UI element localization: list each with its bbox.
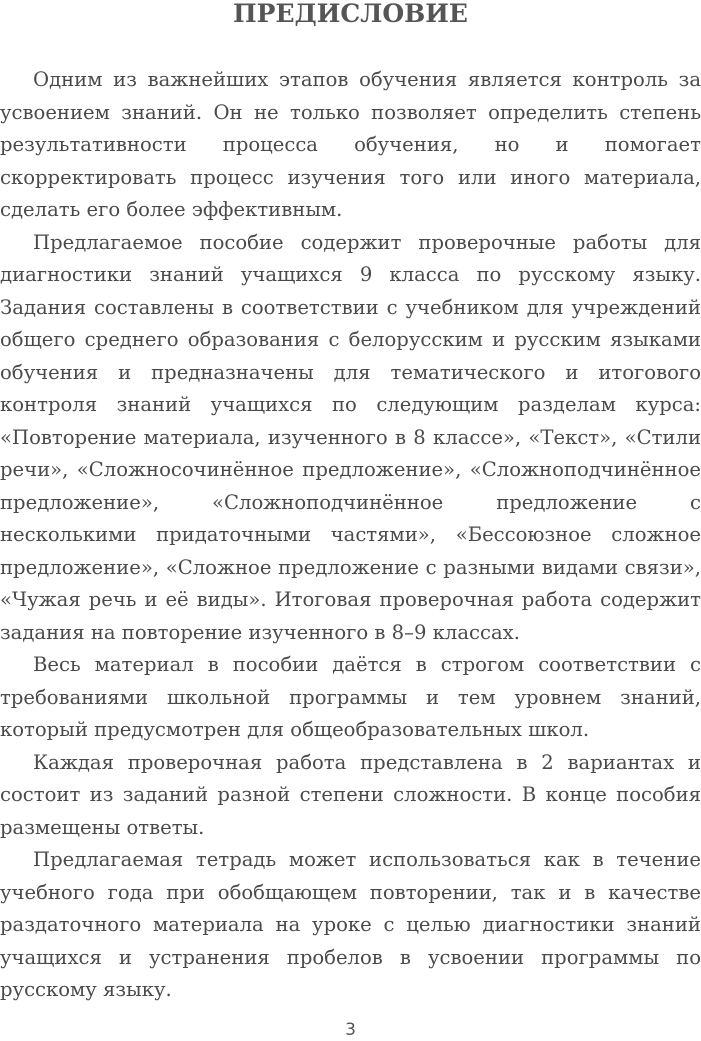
paragraph-1: Одним из важнейших этапов обучения является контроль за усвоением знаний. Он не только позволяет определить степень результативности процесса обучения, но и помогает скорректировать процесс изучения того или иного материала, сделать его более эффективным. <box>0 68 701 221</box>
page-number: 3 <box>345 1020 356 1040</box>
preface-body <box>0 64 701 1007</box>
paragraph-4: Каждая проверочная работа представлена в 2 вариантах и состоит из заданий разной степени сложности. В конце пособия размещены ответы. <box>0 750 701 839</box>
paragraph-5: Предлагаемая тетрадь может использоваться как в течение учебного года при обобщающем повторении, так и в качестве раздаточного материала на уроке с целью диагностики знаний учащихся и устранения пробелов в усвоении программы по русскому языку. <box>0 848 701 1001</box>
paragraph-2: Предлагаемое пособие содержит проверочные работы для диагностики знаний учащихся 9 класса по русскому языку. Задания составлены в соответствии с учебником для учреждений общего среднего образования с белорусским и русским языками обучения и предназначены для тематического и итогового контроля знаний учащихся по следующим разделам курса: «Повторение материала, изученного в 8 классе», «Текст», «Стили речи», «Сложносочинённое предложение», «Сложноподчинённое предложение», «Сложноподчинённое предложение с несколькими придаточными частями», «Бессоюзное сложное предложение», «Сложное предложение с разными видами связи», «Чужая речь и её виды». Итоговая проверочная работа содержит задания на повторение изученного в 8–9 классах. <box>0 230 701 644</box>
paragraph-3: Весь материал в пособии даётся в строгом соответствии с требованиями школьной программы и тем уровнем знаний, который предусмотрен для общеобразовательных школ. <box>0 653 701 741</box>
page-title: ПРЕДИСЛОВИЕ <box>233 0 468 28</box>
